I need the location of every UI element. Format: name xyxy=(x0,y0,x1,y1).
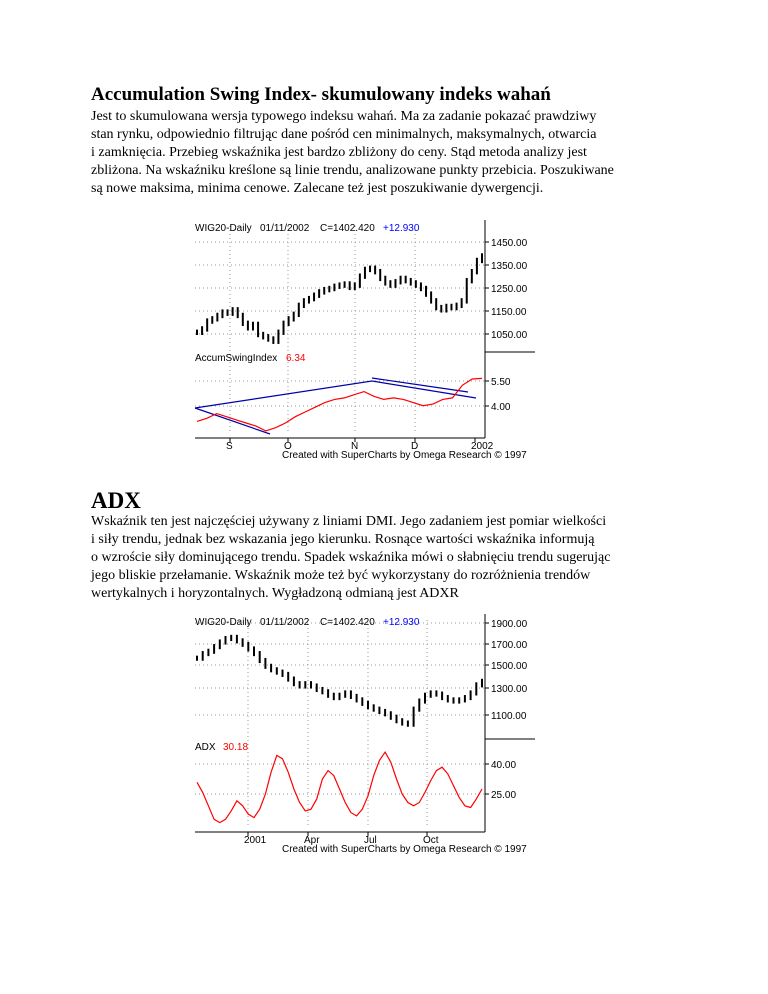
x-tick-label: S xyxy=(226,441,233,452)
y-tick-label: 25.00 xyxy=(491,790,517,801)
chart-header-change: +12.930 xyxy=(383,223,420,234)
paragraph-line: i zamknięcia. Przebieg wskaźnika jest bardzo zbliżony do ceny. Stąd metoda analizy jest xyxy=(91,145,587,160)
x-tick-label: N xyxy=(351,441,359,452)
section-title-adx: ADX xyxy=(91,488,141,513)
chart-header-symbol: WIG20-Daily xyxy=(195,223,252,234)
x-tick-label: Oct xyxy=(423,835,439,846)
y-tick-label: 1250.00 xyxy=(491,284,528,295)
paragraph-asi xyxy=(91,108,691,198)
x-tick-label: 2002 xyxy=(471,441,494,452)
paragraph-line: zbliżona. Na wskaźniku kreślone są linie trendu, analizowane punkty przebicia. Poszukiwane xyxy=(91,163,614,178)
chart-footer: Created with SuperCharts by Omega Research © 1997 xyxy=(282,844,527,855)
paragraph-line: są nowe maksima, minima cenowe. Zalecane też jest poszukiwanie dywergencji. xyxy=(91,181,544,196)
y-tick-label: 1900.00 xyxy=(491,619,528,630)
y-tick-label: 1150.00 xyxy=(491,307,527,318)
trendline-upper xyxy=(195,381,372,408)
x-tick-label: Apr xyxy=(304,835,320,846)
paragraph-line: i siły trendu, jednak bez wskazania jego kierunku. Rosnące wartości wskaźnika informują xyxy=(91,532,595,547)
y-tick-labels xyxy=(485,238,528,413)
grid xyxy=(195,620,485,828)
y-tick-label: 4.00 xyxy=(491,402,511,413)
y-tick-label: 1100.00 xyxy=(491,711,527,722)
asi-chart xyxy=(190,218,550,466)
price-bars xyxy=(197,635,482,727)
y-tick-label: 1350.00 xyxy=(491,261,528,272)
chart-header-symbol: WIG20-Daily xyxy=(195,617,252,628)
y-tick-label: 5.50 xyxy=(491,377,511,388)
paragraph-line: o wzroście siły dominującego trendu. Spadek wskaźnika mówi o słabnięciu trendu sugerując xyxy=(91,550,611,565)
y-tick-label: 1700.00 xyxy=(491,640,528,651)
trendline-resistance xyxy=(372,381,476,398)
y-tick-label: 1450.00 xyxy=(491,238,528,249)
grid xyxy=(195,226,485,434)
indicator-line xyxy=(197,752,482,823)
indicator-label: ADX xyxy=(195,742,216,753)
price-bars xyxy=(197,253,482,344)
y-tick-label: 1050.00 xyxy=(491,330,528,341)
y-tick-label: 1500.00 xyxy=(491,661,528,672)
chart-header-close: C=1402.420 xyxy=(320,223,375,234)
y-tick-label: 40.00 xyxy=(491,760,517,771)
adx-chart-svg xyxy=(190,612,550,860)
paragraph-line: Wskaźnik ten jest najczęściej używany z liniami DMI. Jego zadaniem jest pomiar wielkości xyxy=(91,514,607,529)
asi-chart-svg xyxy=(190,218,550,466)
y-tick-label: 1300.00 xyxy=(491,684,528,695)
indicator-value: 6.34 xyxy=(286,353,306,364)
indicator-value: 30.18 xyxy=(223,742,249,753)
indicator-label: AccumSwingIndex xyxy=(195,353,278,364)
x-tick-label: O xyxy=(284,441,292,452)
chart-footer: Created with SuperCharts by Omega Research © 1997 xyxy=(282,450,527,461)
x-tick-label: 2001 xyxy=(244,835,267,846)
chart-header-date: 01/11/2002 xyxy=(260,617,310,628)
paragraph-line: Jest to skumulowana wersja typowego indeksu wahań. Ma za zadanie pokazać prawdziwy xyxy=(91,109,597,124)
x-tick-label: Jul xyxy=(364,835,377,846)
adx-chart xyxy=(190,612,550,860)
paragraph-line: jego bliskie przełamanie. Wskaźnik może też być wykorzystany do rozróżnienia trendów xyxy=(91,568,591,583)
chart-header-close: C=1402.420 xyxy=(320,617,375,628)
chart-header-change: +12.930 xyxy=(383,617,420,628)
y-tick-labels xyxy=(485,619,528,801)
x-tick-label: D xyxy=(411,441,419,452)
chart-header-date: 01/11/2002 xyxy=(260,223,310,234)
paragraph-line: wertykalnych i horyzontalnych. Wygładzoną odmianą jest ADXR xyxy=(91,586,459,601)
trendline-channel xyxy=(372,378,468,392)
paragraph-line: stan rynku, odpowiednio filtrując dane pośród cen minimalnych, maksymalnych, otwarcia xyxy=(91,127,597,142)
section-title-asi: Accumulation Swing Index- skumulowany indeks wahań xyxy=(91,84,551,105)
trendline-lower xyxy=(195,408,270,434)
paragraph-adx xyxy=(91,513,691,603)
